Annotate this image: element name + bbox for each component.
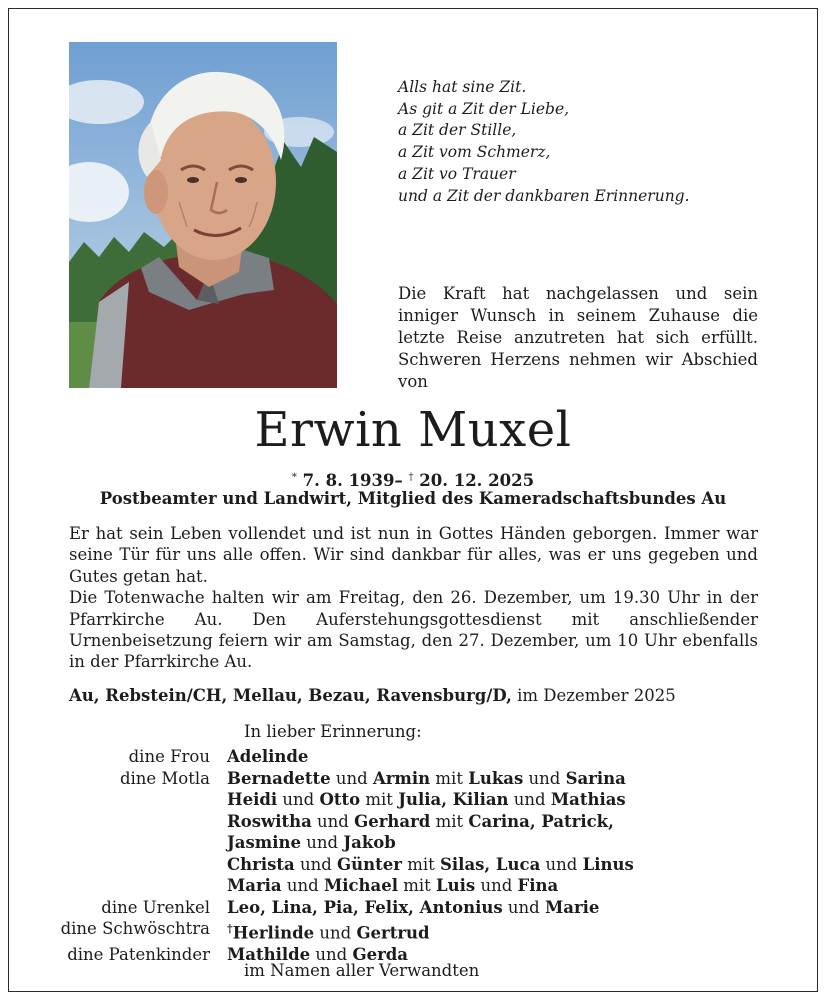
- conjunction: und: [480, 876, 513, 895]
- survivors-list: [40, 746, 800, 966]
- survivor-name: Mathilde: [227, 945, 311, 964]
- role-label: dine Frou: [128, 747, 210, 766]
- survivor-name: Günter: [337, 854, 402, 874]
- closing-line: im Namen aller Verwandten: [244, 961, 480, 980]
- conjunction: und: [335, 768, 368, 788]
- poem-line: a Zit vo Trauer: [398, 164, 516, 183]
- survivor-name: Maria: [227, 876, 282, 895]
- survivor-name: Armin: [372, 768, 431, 788]
- conjunction: mit: [435, 811, 464, 831]
- conjunction: und: [299, 854, 332, 874]
- survivor-name: Roswitha: [227, 811, 312, 831]
- survivor-name: Sarina: [565, 768, 626, 788]
- survivor-name: Mathias: [550, 790, 626, 809]
- survivor-name: Heidi: [227, 790, 278, 809]
- poem-line: und a Zit der dankbaren Erinnerung.: [398, 186, 690, 205]
- survivor-name: Carina, Patrick,: [468, 811, 614, 831]
- birth-symbol: *: [291, 472, 297, 483]
- death-date: 20. 12. 2025: [419, 471, 535, 490]
- survivor-name: Michael: [323, 876, 398, 895]
- role-label: dine Schwöschtra: [60, 919, 210, 938]
- conjunction: und: [528, 768, 561, 788]
- places-line: [69, 685, 769, 707]
- role-label: dine Patenkinder: [67, 945, 210, 964]
- survivor-row: [40, 768, 800, 790]
- survivor-name: Leo, Lina, Pia, Felix, Antonius: [227, 897, 503, 917]
- survivor-name: Jasmine: [227, 833, 302, 852]
- death-symbol: †: [408, 472, 414, 483]
- date-separator: –: [394, 471, 403, 490]
- survivor-name: Christa: [227, 854, 295, 874]
- portrait-photo: [69, 42, 337, 388]
- intro-text: Die Kraft hat nachgelassen und sein inniger Wunsch in seinem Zuhause die letzte Reise anzutreten hat sich erfüllt. Schweren Herzens nehmen wir Abschied von: [398, 284, 758, 391]
- survivor-row: [40, 746, 800, 768]
- survivor-row: [40, 854, 800, 876]
- conjunction: mit: [403, 876, 431, 895]
- survivor-row: [40, 789, 800, 811]
- survivor-row: [40, 811, 800, 833]
- survivor-name: Linus: [582, 854, 634, 874]
- conjunction: und: [286, 876, 319, 895]
- survivor-name: Herlinde: [232, 923, 315, 943]
- poem-line: a Zit vom Schmerz,: [398, 143, 551, 162]
- survivor-name: Jakob: [343, 833, 396, 852]
- conjunction: mit: [365, 790, 393, 809]
- poem-line: As git a Zit der Liebe,: [398, 99, 570, 118]
- conjunction: und: [513, 790, 546, 809]
- survivor-name: Fina: [517, 876, 559, 895]
- conjunction: und: [282, 790, 315, 809]
- survivor-name: Gertrud: [356, 923, 430, 943]
- conjunction: und: [315, 945, 348, 964]
- poem-line: a Zit der Stille,: [398, 121, 517, 140]
- survivor-row: [40, 897, 800, 919]
- role-label: dine Urenkel: [101, 897, 210, 917]
- conjunction: und: [306, 833, 339, 852]
- survivor-name: Gerda: [352, 945, 408, 964]
- body-paragraph: Die Totenwache halten wir am Freitag, den 26. Dezember, um 19.30 Uhr in der Pfarrkirche Au. Den Auferstehungsgottesdienst mit anschließender Urnenbeisetzung feiern wir am Samstag, den 27. Dezember, um 10 Uhr ebenfalls in der Pfarrkirche Au.: [69, 588, 758, 672]
- survivor-row: [40, 918, 800, 944]
- poem-line: Alls hat sine Zit.: [398, 78, 527, 96]
- survivor-name: Silas, Luca: [440, 854, 541, 874]
- survivor-name: Adelinde: [227, 747, 309, 766]
- birth-date: 7. 8. 1939: [302, 471, 395, 490]
- poem: [398, 77, 728, 207]
- conjunction: mit: [435, 768, 463, 788]
- conjunction: und: [507, 897, 540, 917]
- portrait-illustration: [69, 42, 337, 388]
- conjunction: mit: [407, 854, 435, 874]
- deceased-name: Erwin Muxel: [254, 402, 572, 458]
- memory-heading: In lieber Erinnerung:: [244, 722, 422, 741]
- survivor-name: Luis: [436, 876, 476, 895]
- survivor-name: Julia, Kilian: [398, 790, 509, 809]
- survivor-name: Otto: [319, 790, 361, 809]
- places-locations: Au, Rebstein/CH, Mellau, Bezau, Ravensburg/D,: [69, 686, 512, 705]
- conjunction: und: [317, 811, 349, 831]
- survivor-name: Bernadette: [227, 768, 331, 788]
- deceased-cross: †: [227, 922, 233, 935]
- profession: Postbeamter und Landwirt, Mitglied des Kameradschaftsbundes Au: [99, 489, 727, 508]
- conjunction: und: [545, 854, 578, 874]
- body-paragraph: Er hat sein Leben vollendet und ist nun in Gottes Händen geborgen. Immer war seine Tür für uns alle offen. Wir sind dankbar für alles, was er uns gegeben und Gutes getan hat.: [69, 524, 758, 586]
- survivor-name: Gerhard: [354, 811, 431, 831]
- survivor-row: [40, 832, 800, 854]
- survivor-row: [40, 875, 800, 897]
- conjunction: und: [319, 923, 352, 943]
- role-label: dine Motla: [119, 768, 210, 788]
- survivor-name: Lukas: [468, 768, 524, 788]
- survivor-name: Marie: [544, 897, 600, 917]
- body-text: [69, 523, 758, 673]
- places-date: im Dezember 2025: [517, 686, 676, 705]
